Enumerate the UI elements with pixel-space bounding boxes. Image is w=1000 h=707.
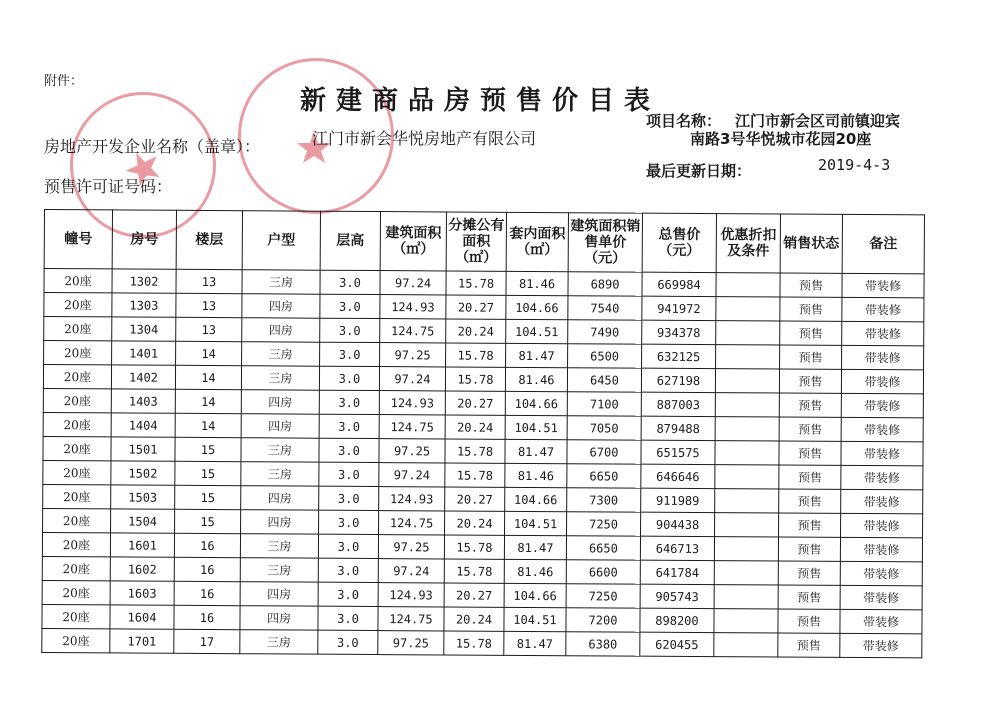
cell-discount [714,609,778,633]
cell-discount [715,393,779,417]
cell-shared-area: 20.24 [445,415,505,439]
cell-floor-height: 3.0 [319,366,379,390]
cell-discount [715,441,779,465]
cell-building: 20座 [43,388,111,412]
cell-layout: 四房 [241,510,319,534]
cell-room: 1404 [111,413,175,437]
cell-floor: 15 [175,509,241,533]
cell-layout: 三房 [242,342,320,366]
cell-room: 1303 [112,293,176,317]
header-building-area: 建筑面积（㎡） [380,212,446,271]
cell-building-area: 124.75 [378,607,444,631]
cell-total-price: 911989 [641,488,715,512]
cell-building: 20座 [42,580,110,604]
cell-layout: 三房 [241,462,319,486]
cell-building-area: 124.93 [380,295,446,319]
table-body [42,269,924,658]
cell-total-price: 904438 [641,512,715,536]
cell-shared-area: 20.27 [444,583,504,607]
cell-discount [714,561,778,585]
cell-unit-price: 7540 [568,296,642,320]
cell-remarks: 带装修 [840,561,922,586]
cell-floor: 13 [176,269,242,293]
cell-building-area: 124.75 [380,319,446,343]
cell-room: 1701 [110,629,174,653]
cell-floor-height: 3.0 [318,630,378,654]
header-floor-height: 层高 [320,211,380,270]
project-label: 项目名称： [646,112,722,130]
cell-remarks: 带装修 [840,585,922,610]
cell-remarks: 带装修 [841,489,923,514]
cell-layout: 三房 [240,558,318,582]
cell-total-price: 646713 [640,536,714,560]
cell-building: 20座 [44,317,112,341]
cell-building-area: 97.25 [379,439,445,463]
cell-total-price: 669984 [642,272,716,296]
header-unit-price: 建筑面积销售单价（元） [568,213,642,272]
permit-number-label: 预售许可证号码： [44,177,173,196]
cell-sale-status: 预售 [780,273,842,297]
cell-building-area: 124.93 [379,391,445,415]
cell-sale-status: 预售 [778,609,840,633]
cell-floor: 13 [176,293,242,317]
cell-unit-price: 6500 [568,344,642,368]
cell-building-area: 124.75 [379,415,445,439]
cell-floor-height: 3.0 [318,534,378,558]
cell-floor: 14 [175,413,241,437]
cell-discount [716,345,780,369]
cell-remarks: 带装修 [842,345,924,370]
cell-building: 20座 [42,604,110,628]
cell-floor-height: 3.0 [319,414,379,438]
cell-floor: 16 [174,605,240,629]
cell-shared-area: 20.24 [444,607,504,631]
cell-layout: 四房 [240,582,318,606]
cell-unit-price: 7050 [567,416,641,440]
cell-floor: 15 [175,485,241,509]
cell-building-area: 124.93 [379,487,445,511]
cell-unit-price: 7250 [566,584,640,608]
cell-shared-area: 15.78 [445,439,505,463]
cell-sale-status: 预售 [778,585,840,609]
last-update-label: 最后更新日期： [646,162,752,180]
cell-remarks: 带装修 [840,633,922,658]
cell-room: 1401 [112,341,176,365]
cell-floor-height: 3.0 [320,270,380,294]
table-row [42,628,922,657]
cell-floor: 17 [174,629,240,653]
developer-name: 江门市新会华悦房地产有限公司 [312,129,537,148]
cell-shared-area: 15.78 [444,631,504,655]
cell-room: 1502 [111,461,175,485]
cell-building: 20座 [43,460,111,484]
cell-floor-height: 3.0 [320,294,380,318]
cell-shared-area: 20.27 [446,295,506,319]
cell-floor-height: 3.0 [319,486,379,510]
header-remarks: 备注 [842,214,924,273]
cell-room: 1304 [112,317,176,341]
cell-unit-price: 6890 [568,272,642,296]
cell-floor-height: 3.0 [318,582,378,606]
cell-inner-area: 81.46 [505,367,567,391]
cell-room: 1501 [111,437,175,461]
cell-total-price: 632125 [642,344,716,368]
cell-sale-status: 预售 [779,441,841,465]
header-discount: 优惠折扣及条件 [716,214,780,273]
cell-sale-status: 预售 [778,561,840,585]
cell-shared-area: 15.78 [445,367,505,391]
cell-sale-status: 预售 [779,465,841,489]
cell-room: 1603 [110,581,174,605]
cell-remarks: 带装修 [841,441,923,466]
header-inner-area: 套内面积（㎡） [506,212,568,271]
cell-total-price: 898200 [640,608,714,632]
cell-building: 20座 [43,484,111,508]
cell-building: 20座 [43,412,111,436]
cell-floor-height: 3.0 [319,390,379,414]
attachment-label: 附件： [44,74,84,89]
cell-building-area: 97.25 [380,343,446,367]
cell-floor-height: 3.0 [319,462,379,486]
cell-room: 1403 [111,389,175,413]
cell-remarks: 带装修 [841,417,923,442]
cell-sale-status: 预售 [779,489,841,513]
cell-sale-status: 预售 [778,633,840,657]
cell-unit-price: 7300 [567,488,641,512]
page-title: 新建商品房预售价目表 [300,86,661,116]
cell-discount [715,369,779,393]
cell-inner-area: 104.51 [505,415,567,439]
cell-remarks: 带装修 [842,273,924,298]
cell-room: 1503 [111,485,175,509]
cell-building-area: 124.75 [379,511,445,535]
cell-unit-price: 6380 [566,632,640,656]
cell-inner-area: 104.66 [504,583,566,607]
cell-building: 20座 [42,556,110,580]
cell-floor-height: 3.0 [318,558,378,582]
cell-discount [715,417,779,441]
cell-shared-area: 15.78 [446,343,506,367]
cell-layout: 四房 [240,606,318,630]
cell-total-price: 905743 [640,584,714,608]
cell-sale-status: 预售 [780,345,842,369]
cell-shared-area: 15.78 [444,559,504,583]
cell-building-area: 97.24 [380,271,446,295]
cell-building-area: 97.24 [379,463,445,487]
cell-total-price: 879488 [641,416,715,440]
cell-remarks: 带装修 [841,465,923,490]
cell-total-price: 646646 [641,464,715,488]
cell-sale-status: 预售 [779,393,841,417]
cell-shared-area: 15.78 [444,535,504,559]
cell-remarks: 带装修 [840,609,922,634]
cell-sale-status: 预售 [780,297,842,321]
header-total-price: 总售价（元） [642,213,716,272]
cell-inner-area: 104.51 [505,511,567,535]
cell-building: 20座 [43,508,111,532]
cell-remarks: 带装修 [841,393,923,418]
cell-floor: 15 [175,461,241,485]
cell-floor: 16 [174,533,240,557]
cell-layout: 三房 [242,270,320,294]
project-name-line2: 南路3号华悦城市花园20座 [690,130,872,148]
cell-unit-price: 7250 [567,512,641,536]
cell-shared-area: 20.27 [445,487,505,511]
cell-remarks: 带装修 [841,513,923,538]
cell-floor-height: 3.0 [319,438,379,462]
cell-sale-status: 预售 [780,321,842,345]
cell-sale-status: 预售 [779,369,841,393]
cell-floor: 14 [175,389,241,413]
cell-floor: 15 [175,437,241,461]
cell-discount [715,465,779,489]
cell-room: 1602 [110,557,174,581]
cell-discount [716,321,780,345]
cell-remarks: 带装修 [842,297,924,322]
cell-unit-price: 6650 [567,464,641,488]
cell-sale-status: 预售 [779,417,841,441]
cell-layout: 四房 [242,294,320,318]
cell-room: 1601 [110,533,174,557]
cell-inner-area: 81.47 [504,631,566,655]
cell-inner-area: 81.47 [506,343,568,367]
cell-discount [715,489,779,513]
cell-inner-area: 81.47 [505,439,567,463]
cell-remarks: 带装修 [841,369,923,394]
header-building: 幢号 [44,210,112,269]
cell-inner-area: 81.46 [506,271,568,295]
cell-unit-price: 6600 [566,560,640,584]
cell-layout: 三房 [240,534,318,558]
cell-building: 20座 [43,365,111,389]
cell-room: 1302 [112,269,176,293]
cell-floor-height: 3.0 [319,510,379,534]
cell-unit-price: 7490 [568,320,642,344]
table-header-row [44,210,924,274]
project-name-line1: 江门市新会区司前镇迎宾 [735,112,901,130]
cell-floor: 16 [174,581,240,605]
cell-inner-area: 104.51 [506,319,568,343]
cell-building-area: 97.24 [379,367,445,391]
cell-floor: 16 [174,557,240,581]
cell-room: 1604 [110,605,174,629]
cell-total-price: 641784 [640,560,714,584]
cell-floor: 13 [176,317,242,341]
cell-layout: 三房 [240,630,318,654]
cell-shared-area: 15.78 [445,463,505,487]
cell-floor: 14 [175,365,241,389]
cell-building-area: 97.25 [378,535,444,559]
cell-unit-price: 6450 [567,368,641,392]
cell-building-area: 97.24 [378,559,444,583]
cell-floor: 14 [176,341,242,365]
cell-floor-height: 3.0 [320,342,380,366]
cell-inner-area: 81.46 [504,559,566,583]
header-shared-area: 分摊公有面积（㎡） [446,212,506,271]
cell-building: 20座 [42,532,110,556]
cell-shared-area: 20.27 [445,391,505,415]
cell-discount [714,633,778,657]
cell-unit-price: 6700 [567,440,641,464]
cell-layout: 四房 [241,390,319,414]
cell-layout: 四房 [242,318,320,342]
cell-sale-status: 预售 [778,537,840,561]
cell-remarks: 带装修 [842,321,924,346]
cell-sale-status: 预售 [779,513,841,537]
cell-building: 20座 [42,628,110,652]
cell-unit-price: 6650 [566,536,640,560]
cell-inner-area: 104.66 [505,391,567,415]
header-sale-status: 销售状态 [780,214,842,273]
cell-layout: 三房 [241,438,319,462]
cell-total-price: 934378 [642,320,716,344]
cell-total-price: 627198 [641,368,715,392]
cell-inner-area: 104.66 [506,295,568,319]
cell-building-area: 97.25 [378,631,444,655]
cell-layout: 四房 [241,414,319,438]
cell-total-price: 941972 [642,296,716,320]
cell-layout: 四房 [241,486,319,510]
cell-discount [716,273,780,297]
cell-total-price: 651575 [641,440,715,464]
cell-total-price: 620455 [640,632,714,656]
cell-building: 20座 [44,293,112,317]
cell-room: 1402 [111,365,175,389]
header-room: 房号 [112,210,176,269]
cell-building-area: 124.93 [378,583,444,607]
cell-discount [714,537,778,561]
cell-total-price: 887003 [641,392,715,416]
cell-building: 20座 [44,341,112,365]
header-floor: 楼层 [176,210,242,269]
last-update-date: 2019-4-3 [818,156,891,174]
cell-unit-price: 7200 [566,608,640,632]
developer-label: 房地产开发企业名称（盖章）： [44,137,261,156]
cell-floor-height: 3.0 [320,318,380,342]
header-layout: 户型 [242,211,320,270]
cell-inner-area: 81.47 [504,535,566,559]
cell-remarks: 带装修 [840,537,922,562]
cell-discount [714,585,778,609]
price-table [41,209,925,658]
cell-discount [716,297,780,321]
cell-shared-area: 20.24 [446,319,506,343]
cell-room: 1504 [111,509,175,533]
cell-building: 20座 [43,436,111,460]
cell-shared-area: 15.78 [446,271,506,295]
cell-layout: 三房 [241,366,319,390]
cell-discount [715,513,779,537]
cell-inner-area: 104.51 [504,607,566,631]
cell-inner-area: 81.46 [505,463,567,487]
cell-inner-area: 104.66 [505,487,567,511]
cell-floor-height: 3.0 [318,606,378,630]
cell-unit-price: 7100 [567,392,641,416]
cell-building: 20座 [44,269,112,293]
cell-shared-area: 20.24 [445,511,505,535]
